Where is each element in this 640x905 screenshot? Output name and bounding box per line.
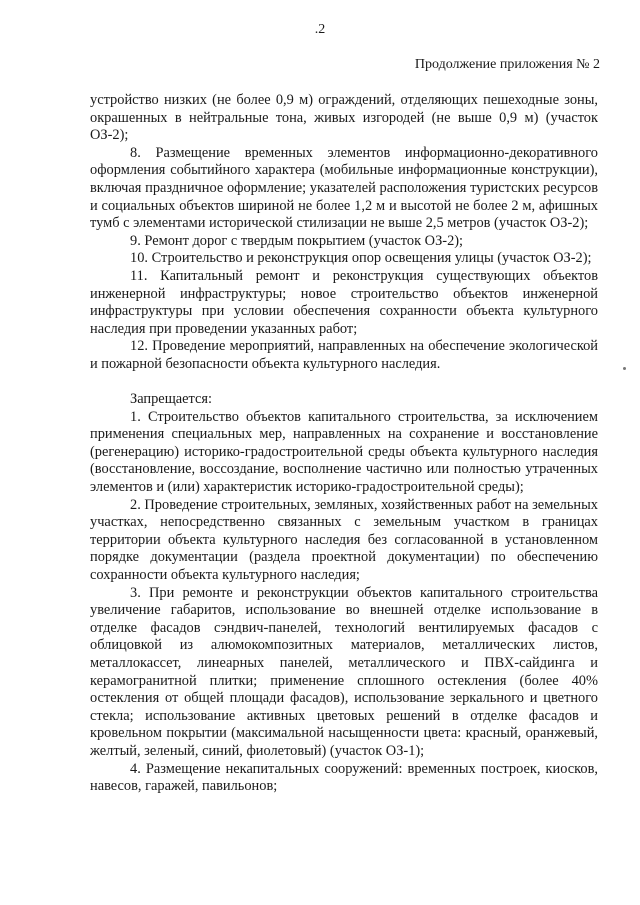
prohibited-item-2: 2. Проведение строительных, земляных, хозяйственных работ на земельных участках, непосредственно связанных с земельным участком в границах территории объекта культурного наследия без согласованной в установленном порядке документации (раздела проектной документации) по обеспечению сохранности объекта культурного наследия;	[90, 496, 598, 584]
paragraph-item-12: 12. Проведение мероприятий, направленных на обеспечение экологической и пожарной безопасности объекта культурного наследия.	[90, 338, 598, 372]
paragraph-item-8: 8. Размещение временных элементов информационно-декоративного оформления событийного характера (мобильные информационные конструкции), включая праздничное оформление; указателей расположения туристских ресурсов и социальных объектов шириной не более 1,2 м и высотой не более 2 м, афишных тумб с элементами исторической стилизации не выше 2,5 метров (участок ОЗ-2);	[90, 144, 598, 232]
paragraph-continuation: устройство низких (не более 0,9 м) ограждений, отделяющих пешеходные зоны, окрашенных в нейтральные тона, живых изгородей (не выше 0,9 м) (участок ОЗ-2);	[90, 92, 598, 144]
section-gap	[90, 374, 598, 392]
scan-speck	[623, 367, 626, 370]
appendix-header: Продолжение приложения № 2	[414, 57, 600, 72]
paragraph-item-10: 10. Строительство и реконструкция опор освещения улицы (участок ОЗ-2);	[130, 250, 592, 267]
prohibited-item-1: 1. Строительство объектов капитального строительства, за исключением применения специальных мер, направленных на сохранение и восстановление (регенерацию) историко-градостроительной среды объекта культурного наследия (восстановление, воссоздание, восполнение частично или полностью утраченных элементов и (или) характеристик историко-градостроительной среды);	[90, 408, 598, 496]
prohibited-item-3: 3. При ремонте и реконструкции объектов капитального строительства увеличение габаритов, использование во внешней отделке использование в отделке фасадов сэндвич-панелей, технологий вентилируемых фасадов с облицовкой из алюмокомпозитных материалов, металлических листов, металлокассет, линеарных панелей, металлического и ПВХ-сайдинга и керамогранитной плитки; применение сплошного остекления (более 40% остекления от общей площади фасадов), использование зеркального и цветного стекла; использование активных цветовых решений в отделке фасадов и кровельном покрытии (максимальной насыщенности цвета: красный, оранжевый, желтый, зеленый, синий, фиолетовый) (участок ОЗ-1);	[90, 584, 598, 759]
page-number: .2	[314, 22, 326, 37]
document-body	[90, 92, 598, 796]
paragraph-item-11: 11. Капитальный ремонт и реконструкция существующих объектов инженерной инфраструктуры; новое строительство объектов инженерной инфраструктуры при условии обеспечения сохранности объекта культурного наследия при проведении указанных работ;	[90, 267, 598, 337]
section-heading-prohibited: Запрещается:	[130, 391, 213, 408]
prohibited-item-4: 4. Размещение некапитальных сооружений: временных построек, киосков, навесов, гаражей, павильонов;	[90, 760, 598, 795]
paragraph-item-9: 9. Ремонт дорог с твердым покрытием (участок ОЗ-2);	[130, 232, 464, 249]
